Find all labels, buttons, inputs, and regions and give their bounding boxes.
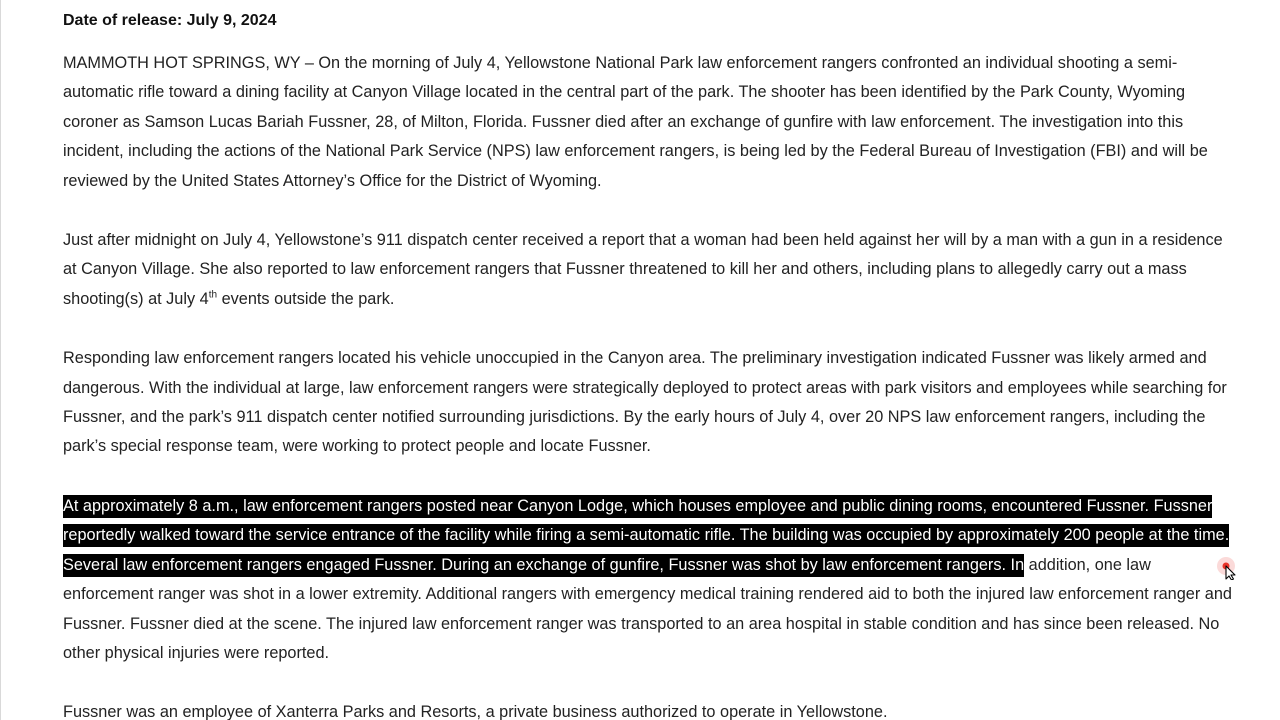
paragraph-intro: MAMMOTH HOT SPRINGS, WY – On the morning of July 4, Yellowstone National Park law enforcement rangers confronted an individual shooting a semi-automatic rifle toward a dining facility at Canyon Village located in the central part of the park. The shooter has been identified by the Park County, Wyoming coroner as Samson Lucas Bariah Fussner, 28, of Milton, Florida. Fussner died after an exchange of gunfire with law enforcement. The investigation into this incident, including the actions of the National Park Service (NPS) law enforcement rangers, is being led by the Federal Bureau of Investigation (FBI) and will be reviewed by the United States Attorney’s Office for the District of Wyoming. <box>63 54 1208 190</box>
paragraph-dispatch-text-end: events outside the park. <box>217 289 395 308</box>
page-left-border <box>0 0 1 720</box>
release-date-line <box>63 9 1238 33</box>
paragraph-encounter[interactable] <box>63 492 1238 668</box>
press-release-article <box>63 9 1238 720</box>
release-date-label: Date of release: <box>63 12 183 29</box>
paragraph-encounter-rest: addition, one law enforcement ranger was shot in a lower extremity. Additional rangers with emergency medical training rendered aid to both the injured law enforcement ranger and Fussner. Fussner died at the scene. The injured law enforcement ranger was transported to an area hospital in stable condition and has since been released. No other physical injuries were reported. <box>63 555 1232 662</box>
release-date-value: July 9, 2024 <box>186 12 277 29</box>
paragraph-dispatch-text: Just after midnight on July 4, Yellowstone’s 911 dispatch center received a report that a woman had been held against her will by a man with a gun in a residence at Canyon Village. She also reported to law enforcement rangers that Fussner threatened to kill her and others, including plans to allegedly carry out a mass shooting(s) at July 4 <box>63 231 1223 308</box>
paragraph-search: Responding law enforcement rangers located his vehicle unoccupied in the Canyon area. The preliminary investigation indicated Fussner was likely armed and dangerous. With the individual at large, law enforcement rangers were strategically deployed to protect areas with park visitors and employees while searching for Fussner, and the park’s 911 dispatch center notified surrounding jurisdictions. By the early hours of July 4, over 20 NPS law enforcement rangers, including the park’s special response team, were working to protect people and locate Fussner. <box>63 349 1227 456</box>
selected-text-highlight[interactable]: At approximately 8 a.m., law enforcement rangers posted near Canyon Lodge, which houses employee and public dining rooms, encountered Fussner. Fussner reportedly walked toward the service entrance of the facility while firing a semi-automatic rifle. The building was occupied by approximately 200 people at the time. Several law enforcement rangers engaged Fussner. During an exchange of gunfire, Fussner was shot by law enforcement rangers. In <box>63 495 1229 577</box>
mouse-pointer-icon <box>1216 554 1242 580</box>
paragraph-employment: Fussner was an employee of Xanterra Parks and Resorts, a private business authorized to operate in Yellowstone. <box>63 703 888 720</box>
paragraph-dispatch-report <box>63 226 1238 314</box>
ordinal-suffix: th <box>208 289 218 301</box>
